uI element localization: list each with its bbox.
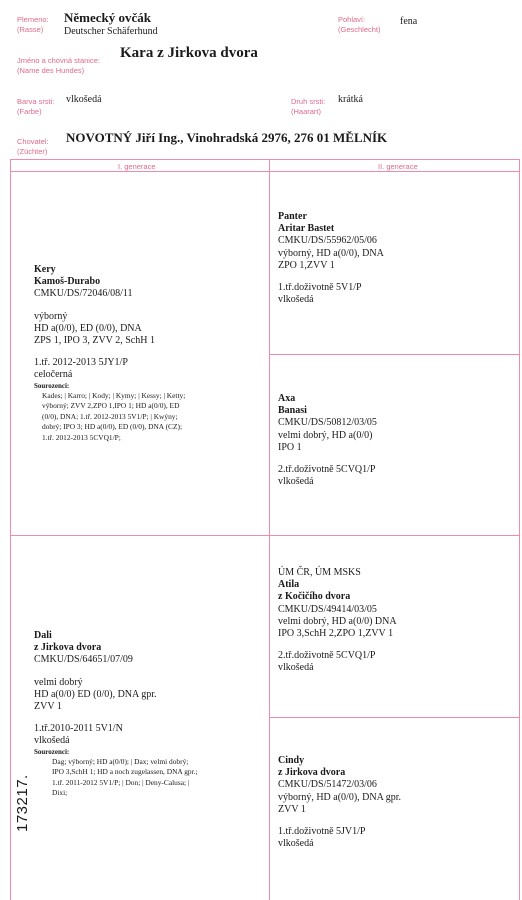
sire-dam-cell [278, 393, 516, 488]
ds-reg: CMKU/DS/49414/03/05 [278, 603, 377, 615]
color-label: Barva srsti: (Farbe) [17, 97, 55, 116]
dam-reg: CMKU/DS/64651/07/09 [34, 654, 133, 666]
breed-label: Plemeno: (Rasse) [17, 15, 49, 34]
dd-kennel: z Jirkova dvora [278, 767, 346, 779]
dam-rating: velmi dobrý [34, 676, 83, 688]
breed-value-de: Deutscher Schäferhund [64, 26, 158, 37]
sire-sire-cell [278, 211, 516, 306]
sd-color: vlkošedá [278, 476, 314, 488]
left-border [10, 159, 11, 900]
sire-class: 1.tř. 2012-2013 5JY1/P [34, 357, 128, 369]
sire-exams: ZPS 1, IPO 3, ZVV 2, SchH 1 [34, 335, 155, 347]
sd-class: 2.tř.doživotně 5CVQ1/P [278, 464, 376, 476]
header-divider [10, 159, 520, 160]
ds-color: vlkošedá [278, 662, 314, 674]
generation-divider [269, 159, 270, 900]
ds-exams: IPO 3,SchH 2,ZPO 1,ZVV 1 [278, 628, 394, 640]
ss-color: vlkošedá [278, 294, 314, 306]
sire-health: HD a(0/0), ED (0/0), DNA [34, 322, 142, 334]
dam-exams: ZVV 1 [34, 701, 62, 713]
sire-siblings-label: Sourozenci: [34, 381, 70, 390]
sire-rating: výborný [34, 310, 68, 322]
sire-dam-divider [10, 535, 520, 536]
sd-exams: IPO 1 [278, 441, 302, 453]
ss-name: Panter [278, 211, 307, 222]
generation-header-bottom [10, 171, 520, 172]
sd-kennel: Banasi [278, 405, 307, 417]
dd-class: 1.tř.doživotně 5JV1/P [278, 826, 366, 838]
dam-sire-cell [278, 567, 516, 675]
breeder-label: Chovatel: (Züchter) [17, 137, 49, 156]
dam-siblings: Dag; výborný; HD a(0/0); | Dax; velmi dobrý; IPO 3,SchH 1; HD a noch zugelassen, DNA gpr.; 1.tř. 2011-2012 5V1/P; | Don; | Deny-Calusa; | Dixi; [52, 756, 198, 798]
sire-cell [34, 264, 264, 443]
ss-reg: CMKU/DS/55962/05/06 [278, 235, 377, 247]
ds-title: ÚM ČR, ÚM MSKS [278, 567, 361, 578]
generation-1-heading: I. generace [118, 162, 156, 171]
breed-value: Německý ovčák [64, 10, 152, 25]
ss-sd-divider [269, 354, 520, 355]
dog-name: Kara z Jirkova dvora [120, 45, 258, 61]
breeder-value: NOVOTNÝ Jiří Ing., Vinohradská 2976, 276 01 MĚLNÍK [66, 130, 388, 145]
generation-2-heading: II. generace [378, 162, 418, 171]
dam-siblings-label: Sourozenci: [34, 747, 70, 756]
sd-name: Axa [278, 393, 296, 404]
dam-name: Dali [34, 630, 52, 641]
ds-name: Atila [278, 579, 300, 591]
hair-label: Druh srsti: (Haarart) [291, 97, 326, 116]
dd-rating: výborný, HD a(0/0), DNA gpr. [278, 791, 402, 803]
ss-class: 1.tř.doživotně 5V1/P [278, 282, 362, 294]
ds-kennel: z Kočičího dvora [278, 591, 351, 603]
sd-reg: CMKU/DS/50812/03/05 [278, 417, 377, 429]
dam-cell [34, 630, 264, 799]
name-label: Jméno a chovná stanice: (Name des Hundes) [17, 56, 100, 75]
dam-health: HD a(0/0) ED (0/0), DNA gpr. [34, 688, 157, 700]
dd-reg: CMKU/DS/51472/03/06 [278, 779, 377, 791]
sire-reg: CMKU/DS/72046/08/11 [34, 288, 133, 300]
document-number-stamp: 173217. [14, 774, 31, 832]
sire-siblings: Kades; | Karro; | Kody; | Kymy; | Kessy; | Ketty; výborný; ZVV 2,ZPO 1,IPO 1; HD a(0/0), ED (0/0), DNA; 1.tř. 2012-2013 5V1/P; | Kwýny; dobrý; IPO 3; HD a(0/0), ED (0/0), DNA (CZ); 1.tř. 2012-2013 5CVQ1/P; [42, 390, 186, 442]
dd-color: vlkošedá [278, 838, 314, 850]
sire-name: Kery [34, 264, 56, 275]
color-value: vlkošedá [66, 94, 102, 105]
sire-color: celočerná [34, 369, 73, 381]
sd-rating: velmi dobrý, HD a(0/0) [278, 429, 373, 441]
right-border [519, 159, 520, 900]
dam-class: 1.tř.2010-2011 5V1/N [34, 723, 123, 735]
sex-value: fena [400, 16, 418, 27]
ss-rating: výborný, HD a(0/0), DNA [278, 247, 384, 259]
dam-dam-cell [278, 755, 516, 850]
ds-rating: velmi dobrý, HD a(0/0) DNA [278, 615, 397, 627]
sex-label: Pohlaví: (Geschlecht) [338, 15, 381, 34]
sire-kennel: Kamoš-Durabo [34, 276, 101, 288]
ss-exams: ZPO 1,ZVV 1 [278, 259, 335, 271]
hair-value: krátká [338, 94, 363, 105]
dd-name: Cindy [278, 755, 305, 766]
dam-color: vlkošedá [34, 735, 70, 747]
dd-exams: ZVV 1 [278, 803, 306, 815]
dam-kennel: z Jirkova dvora [34, 642, 102, 654]
ds-dd-divider [269, 717, 520, 718]
ds-class: 2.tř.doživotně 5CVQ1/P [278, 650, 376, 662]
ss-kennel: Aritar Bastet [278, 223, 335, 235]
